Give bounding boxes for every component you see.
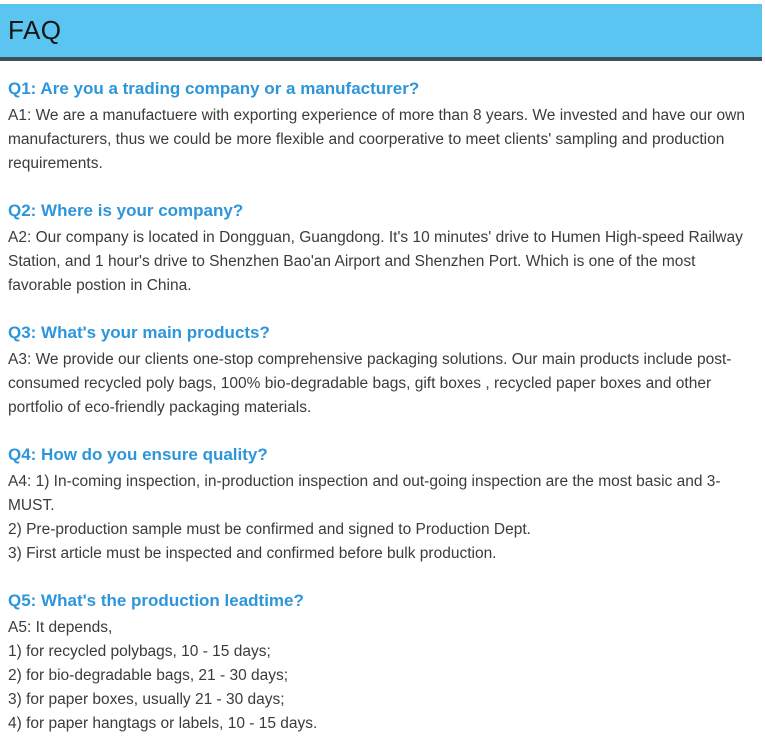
- faq-title: FAQ: [8, 15, 62, 45]
- faq-item: [8, 78, 745, 176]
- faq-question: Q2: Where is your company?: [8, 201, 244, 220]
- faq-item: [8, 322, 745, 420]
- faq-answer: [8, 104, 745, 176]
- faq-answer: [8, 226, 745, 298]
- faq-question: Q3: What's your main products?: [8, 323, 270, 342]
- faq-answer-line: 3) First article must be inspected and confirmed before bulk production.: [8, 545, 497, 562]
- faq-list: [0, 61, 765, 736]
- faq-item: [8, 444, 745, 566]
- faq-answer-line: A3: We provide our clients one-stop comprehensive packaging solutions. Our main products include post-consumed recycled poly bags, 100% bio-degradable bags, gift boxes , recycled paper boxes and other portfolio of eco-friendly packaging materials.: [8, 351, 732, 416]
- faq-answer-line: A4: 1) In-coming inspection, in-production inspection and out-going inspection are the most basic and 3-MUST.: [8, 473, 721, 514]
- faq-item: [8, 590, 745, 736]
- faq-page: [0, 4, 765, 736]
- faq-answer: [8, 348, 745, 420]
- faq-answer-line: A1: We are a manufactuere with exporting experience of more than 8 years. We invested and have our own manufacturers, thus we could be more flexible and coorperative to meet clients' sampling and production requirements.: [8, 107, 745, 172]
- faq-answer-line: 3) for paper boxes, usually 21 - 30 days;: [8, 691, 285, 708]
- faq-answer: [8, 470, 745, 566]
- faq-question: Q1: Are you a trading company or a manufacturer?: [8, 79, 420, 98]
- faq-answer-line: A2: Our company is located in Dongguan, Guangdong. It's 10 minutes' drive to Humen High-speed Railway Station, and 1 hour's drive to Shenzhen Bao'an Airport and Shenzhen Port. Which is one of the most favorable postion in China.: [8, 229, 743, 294]
- faq-answer-line: 1) for recycled polybags, 10 - 15 days;: [8, 643, 271, 660]
- faq-answer: [8, 616, 745, 736]
- faq-answer-line: 2) for bio-degradable bags, 21 - 30 days;: [8, 667, 289, 684]
- faq-section-header: [0, 4, 762, 61]
- faq-item: [8, 200, 745, 298]
- faq-question: Q4: How do you ensure quality?: [8, 445, 268, 464]
- faq-answer-line: 2) Pre-production sample must be confirmed and signed to Production Dept.: [8, 521, 531, 538]
- faq-answer-line: 4) for paper hangtags or labels, 10 - 15 days.: [8, 715, 318, 732]
- faq-answer-line: A5: It depends,: [8, 619, 113, 636]
- faq-question: Q5: What's the production leadtime?: [8, 591, 304, 610]
